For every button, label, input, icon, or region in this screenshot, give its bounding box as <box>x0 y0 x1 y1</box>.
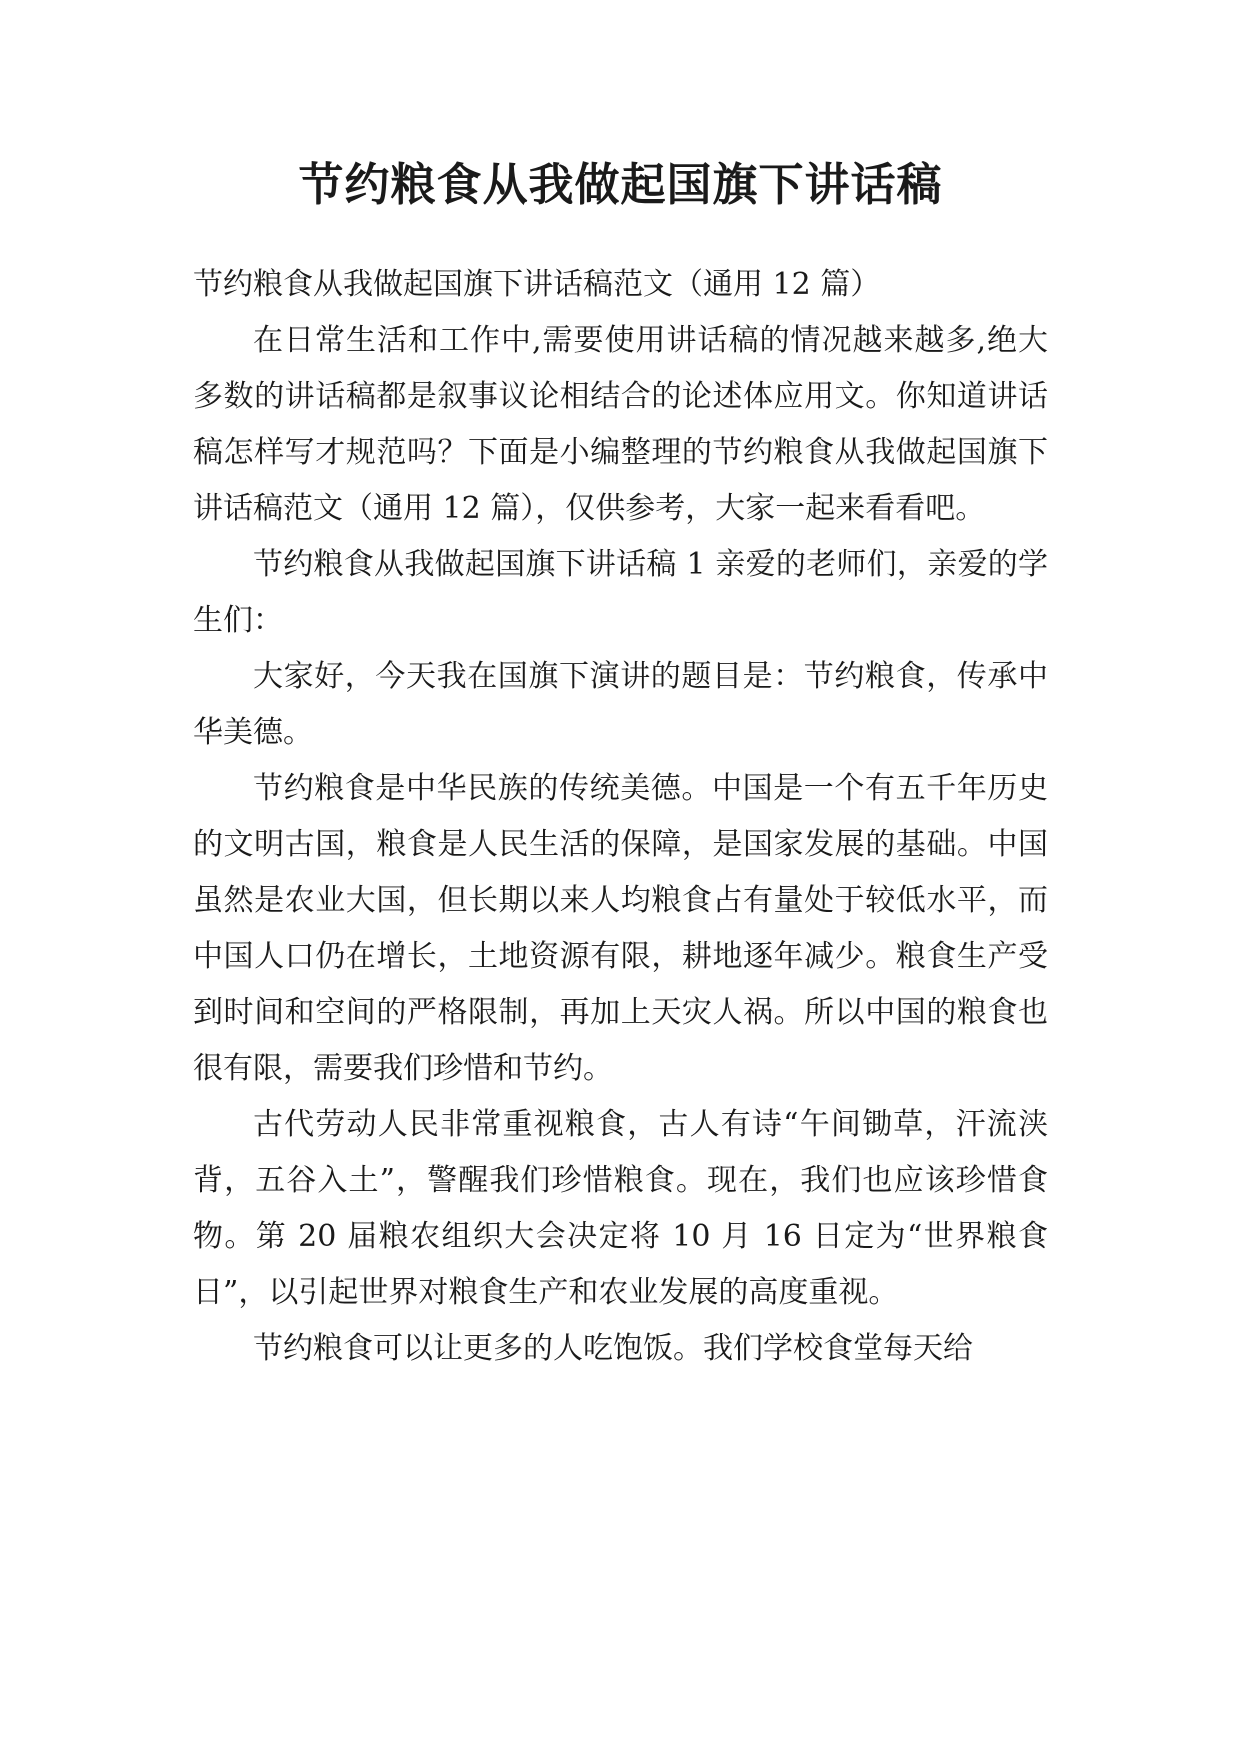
paragraph-school: 节约粮食可以让更多的人吃饱饭。我们学校食堂每天给 <box>253 1331 973 1366</box>
paragraph-intro: 在日常生活和工作中,需要使用讲话稿的情况越来越多,绝大多数的讲话稿都是叙事议论相结合的论述体应用文。你知道讲话稿怎样写才规范吗？下面是小编整理的节约粮食从我做起国旗下讲话稿范文（通用 12 篇），仅供参考，大家一起来看看吧。 <box>193 323 1048 526</box>
paragraph-tradition: 节约粮食是中华民族的传统美德。中国是一个有五千年历史的文明古国，粮食是人民生活的保障，是国家发展的基础。中国虽然是农业大国，但长期以来人均粮食占有量处于较低水平，而中国人口仍在增长，土地资源有限，耕地逐年减少。粮食生产受到时间和空间的严格限制，再加上天灾人祸。所以中国的粮食也很有限，需要我们珍惜和节约。 <box>193 771 1048 1086</box>
document-title: 节约粮食从我做起国旗下讲话稿 <box>298 158 943 211</box>
document-subtitle: 节约粮食从我做起国旗下讲话稿范文（通用 12 篇） <box>193 267 881 302</box>
paragraph-history: 古代劳动人民非常重视粮食，古人有诗“午间锄草，汗流浃背，五谷入土”，警醒我们珍惜粮食。现在，我们也应该珍惜食物。第 20 届粮农组织大会决定将 10 月 16 日定为“世界粮食日”，以引起世界对粮食生产和农业发展的高度重视。 <box>193 1107 1048 1310</box>
document-body <box>193 257 1048 1377</box>
paragraph-greeting: 大家好，今天我在国旗下演讲的题目是：节约粮食，传承中华美德。 <box>193 659 1048 750</box>
paragraph-salutation: 节约粮食从我做起国旗下讲话稿 1 亲爱的老师们，亲爱的学生们： <box>193 547 1048 638</box>
